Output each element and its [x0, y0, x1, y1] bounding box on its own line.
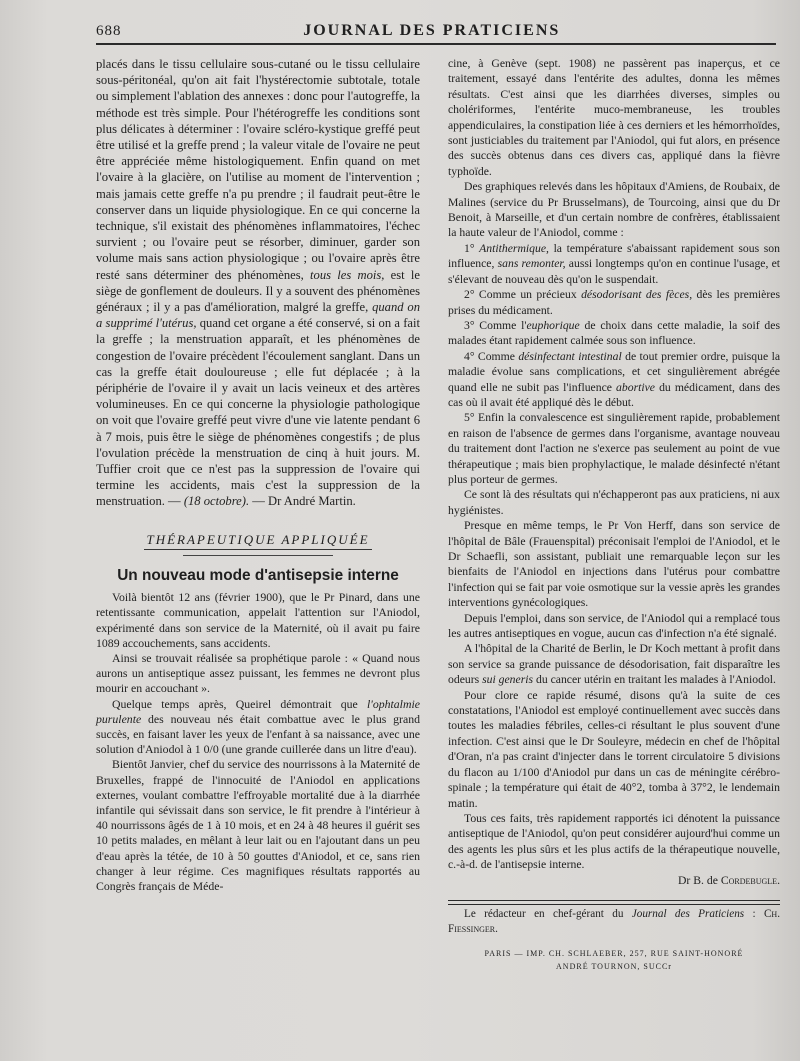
paragraph: Des graphiques relevés dans les hôpitaux d'Amiens, de Roubaix, de Malines (service du Pr Brusselmans), de Tourcoing, ainsi que du Dr Benoit, à Marseille, et d'un certain nombre de confrères, établissaient la haute valeur de l'Aniodol, comme :: [448, 180, 780, 240]
paragraph: Tous ces faits, très rapidement rapportés ici dénotent la puissance antiseptique de l'Aniodol, qu'on peut considérer aujourd'hui comme un des agents les plus sûrs et les plus actifs de la thérapeutique nouvelle, c.-à-d. de l'antisepsie interne.: [448, 811, 780, 872]
paragraph: Depuis l'emploi, dans son service, de l'Aniodol qui a remplacé tous les autres antiseptiques en vogue, aucun cas d'infection n'a été signalé.: [448, 611, 780, 641]
page-number: 688: [96, 23, 122, 39]
section-title: THÉRAPEUTIQUE APPLIQUÉE: [96, 532, 420, 550]
paragraph: Presque en même temps, le Pr Von Herff, dans son service de l'hôpital de Bâle (Frauenspital) préconisait l'emploi de l'Aniodol, et le Dr Schaefli, son assistant, publiait une remarquable leçon sur les bienfaits de l'Aniodol en injections dans l'utérus pour combattre l'infection qui se fait par voie osmotique sur la vessie après les grandes interventions gynécologiques.: [448, 519, 780, 610]
footer-divider: [448, 900, 780, 901]
list-item: 3° Comme l'euphorique de choix dans cette maladie, la soif des malades étant rapidement calmée sous son influence.: [448, 318, 780, 348]
paragraph: Voilà bientôt 12 ans (février 1900), que le Pr Pinard, dans une retentissante communication, appelait l'attention sur l'Aniodol, expérimenté dans son service de la Maternité, où il avait pu faire 1089 accouchements, sans accidents.: [96, 590, 420, 650]
article-body: [96, 590, 420, 894]
section-divider: [183, 555, 333, 556]
right-column: [448, 56, 780, 973]
article-signature: Dr B. de Cordebugle.: [677, 873, 780, 887]
paragraph: Ainsi se trouvait réalisée sa prophétique parole : « Quand nous aurons un antiseptique assez puissant, les femmes ne devront plus mourir en accouchant ».: [96, 650, 420, 696]
list-item: 5° Enfin la convalescence est singulièrement rapide, probablement en raison de l'absence de germes dans l'organisme, avantage nouveau du traitement dont l'action ne s'exerce pas seulement au point de vue thérapeutique ; mais bien prophylactique, le malade désinfecté n'étant plus porteur de germes.: [448, 411, 780, 486]
report-author: — Dr André Martin.: [252, 494, 356, 509]
report-date: (18 octobre).: [183, 494, 250, 509]
article-title: Un nouveau mode d'antisepsie interne: [117, 566, 399, 584]
paragraph: Ce sont là des résultats qui n'échapperont pas aux praticiens, ni aux hygiénistes.: [448, 488, 780, 517]
page-header: [96, 14, 776, 45]
paragraph: Quelque temps après, Queirel démontrait que l'ophtalmie purulente des nouveau nés était combattue avec le plus grand succès, en faisant laver les yeux de l'enfant à sa naissance, avec une solution d'Aniodol à 1 0/0 (une grande cuillerée dans un litre d'eau).: [96, 696, 420, 757]
editor-credit: Le rédacteur en chef-gérant du Journal des Praticiens : Ch. Fiessinger.: [448, 907, 780, 935]
paragraph: A l'hôpital de la Charité de Berlin, le Dr Koch mettant à profit dans son service sa grande puissance de désodorisation, fait disparaître les odeurs sui generis du cancer utérin en traitant les malades à l'Aniodol.: [448, 642, 780, 687]
printer-imprint: PARIS — IMP. CH. SCHLAEBER, 257, RUE SAINT-HONORÉ ANDRÉ TOURNON, SUCCr: [484, 948, 744, 971]
paragraph: cine, à Genève (sept. 1908) ne passèrent pas inaperçus, et ce traitement, essayé dans l'entérite des adultes, donna les mêmes résultats. C'est ainsi que les diarrhées diverses, simples ou cholériformes, l'entérite muco-membraneuse, les troubles appendiculaires, la constipation liée à ces derniers et les hémorrhoïdes, sont justiciables du traitement par l'Aniodol, qui fut alors, en présence des succès obtenus dans ces divers cas, appliqué dans la fièvre typhoïde.: [448, 57, 780, 178]
journal-title: JOURNAL DES PRATICIENS: [303, 22, 561, 39]
paragraph: Bientôt Janvier, chef du service des nourrissons à la Maternité de Bruxelles, frappé de l'innocuité de l'Aniodol en applications externes, voulant combattre l'effroyable mortalité due à la diarrhée infantile qui sévissait dans son service, le fit prendre à l'intérieur à 40 nourrissons âgés de 1 à 10 mois, et en 24 à 48 heures il guérit ses 10 petits malades, en mêlant à leur lait ou en l'ajoutant dans un peu d'eau après la tétée, de 10 à 50 gouttes d'Aniodol, et ce, sans rien changer à leur régime. Ces magnifiques résultats rapportés au Congrès français de Méde-: [96, 757, 420, 893]
list-item: 1° Antithermique, la température s'abaissant rapidement sous son influence, sans remonter, aussi longtemps qu'on en continue l'usage, et s'élevant de nouveau dès qu'on le suspendait.: [448, 241, 781, 286]
footer-divider: [448, 904, 780, 905]
paragraph: Pour clore ce rapide résumé, disons qu'à la suite de ces constatations, l'Aniodol est employé continuellement avec succès dans toutes les maladies fébriles, celles-ci résultant le plus souvent d'une infection. C'est ainsi que le Dr Souleyre, médecin en chef de l'hôpital d'Oran, n'a pas craint d'injecter dans le torrent circulatoire 5 divisions du flacon au 1/100 d'Aniodol pur dans un cas de méningite cérébro-spinale ; la température qui était de 40°2, tomba à 37°2, le lendemain matin.: [448, 688, 780, 810]
left-column: [96, 56, 420, 894]
list-item: 4° Comme désinfectant intestinal de tout premier ordre, puisque la maladie évolue sans complications, et cet singulièrement abrégée quand elle ne subit pas l'influence abortive du médicament, dans des cas où il avait été appliqué dès le début.: [448, 349, 781, 409]
list-item: 2° Comme un précieux désodorisant des fèces, dès les premières prises du médicament.: [448, 288, 780, 317]
paragraph: placés dans le tissu cellulaire sous-cutané ou le tissu cellulaire sous-péritonéal, qu'on ait fait l'hystérectomie subtotale, totale ou simplement l'ablation des annexes : donc pour l'autogreffe, la méthode est très simple. Pour l'hétérogreffe les conditions sont plus délicates à déterminer : l'ovaire scléro-kystique greffé peut être utilisé et la greffe prend ; la valeur vitale de l'ovaire ne peut être appréciée même histologiquement. Enfin quand on met l'ovaire à la glacière, on l'utilise au moment de l'intervention ; mais jamais cette greffe n'a pu prendre ; il faudrait peut-être le conserver dans un liquide physiologique. En ce qui concerne la technique, s'il existait des phénomènes inflammatoires, l'échec survient ; ou l'ovaire peut se résorber, diminuer, garder son volume mais sans action physiologique ; ou l'ovaire après être resté sans déterminer des phénomènes, tous les mois, est le siège de gonflement de douleurs. Il y a souvent des phénomènes généraux ; il y a pas d'amélioration, malgré la greffe, quand on a supprimé l'utérus, quand cet organe a été conservé, si on a fait la greffe ; la menstruation apparaît, et les phénomènes de congestion de l'ovaire précèdent l'écoulement sanglant. Dans un cas la greffe était douloureuse ; elle fut déplacée ; à la périphérie de l'ovaire il y avait un lacis veineux et des artères volumineuses. En ce qui concerne la physiologie pathologique on voit que l'ovaire greffé peut vivre d'une vie latente pendant 6 à 7 mois, puis être le siège de phénomènes congestifs ; de plus l'ovulation précède la menstruation de cinq à huit jours. M. Tuffier croit que ce n'est pas la suppression de l'ovaire qui termine les accidents, mais c'est la suppression de la menstruation. — (18 octobre). — Dr André Martin.: [96, 57, 420, 509]
